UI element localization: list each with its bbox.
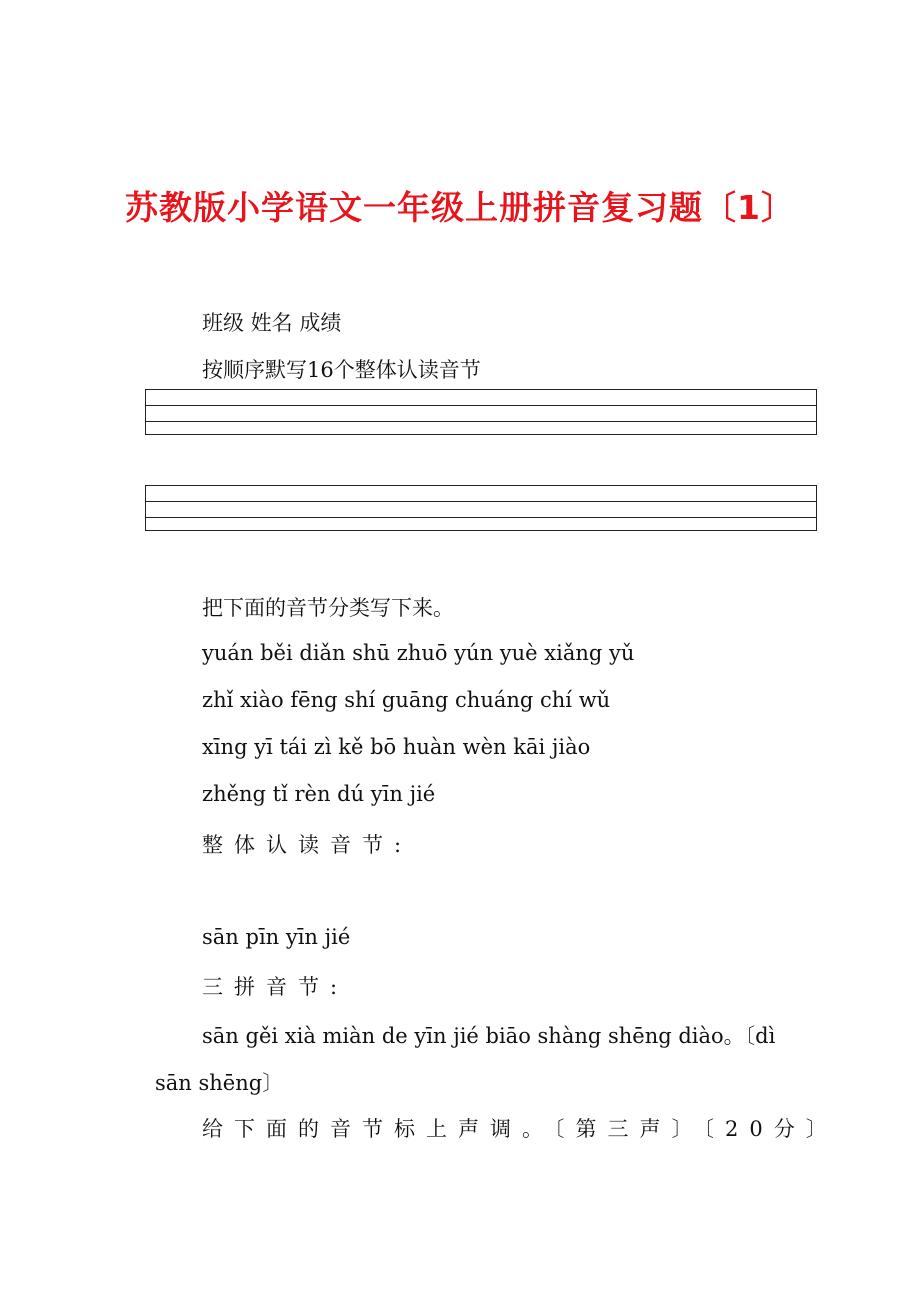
grid-line [146,405,816,406]
pinyin-three-spell: sān pīn yīn jié [202,925,351,949]
question-1-instruction: 按顺序默写16个整体认读音节 [202,358,481,382]
page-title: 苏教版小学语文一年级上册拼音复习题〔1〕 [125,188,795,227]
pinyin-line: zhǐ xiào fēng shí guāng chuáng chí wǔ [202,688,611,712]
pinyin-line: yuán běi diǎn shū zhuō yún yuè xiǎng yǔ [202,641,635,665]
question-3-pinyin-cont: sān shēng〕 [155,1071,284,1095]
grid-line [146,421,816,422]
grid-line [146,501,816,502]
writing-grid-2 [145,485,817,531]
student-info-line: 班级 姓名 成绩 [202,311,342,335]
three-spell-label: 三拼音节: [202,975,349,999]
question-3-instruction: 给下面的音节标上声调。〔第三声〕〔20分〕 [202,1117,838,1141]
question-3-pinyin: sān gěi xià miàn de yīn jié biāo shàng shēng diào。〔dì [202,1024,776,1048]
whole-syllable-label: 整体认读音节: [202,833,413,857]
grid-line [146,517,816,518]
writing-grid-1 [145,389,817,435]
pinyin-line: xīng yī tái zì kě bō huàn wèn kāi jiào [202,735,591,759]
question-2-instruction: 把下面的音节分类写下来。 [202,596,454,620]
pinyin-line: zhěng tǐ rèn dú yīn jié [202,782,436,806]
